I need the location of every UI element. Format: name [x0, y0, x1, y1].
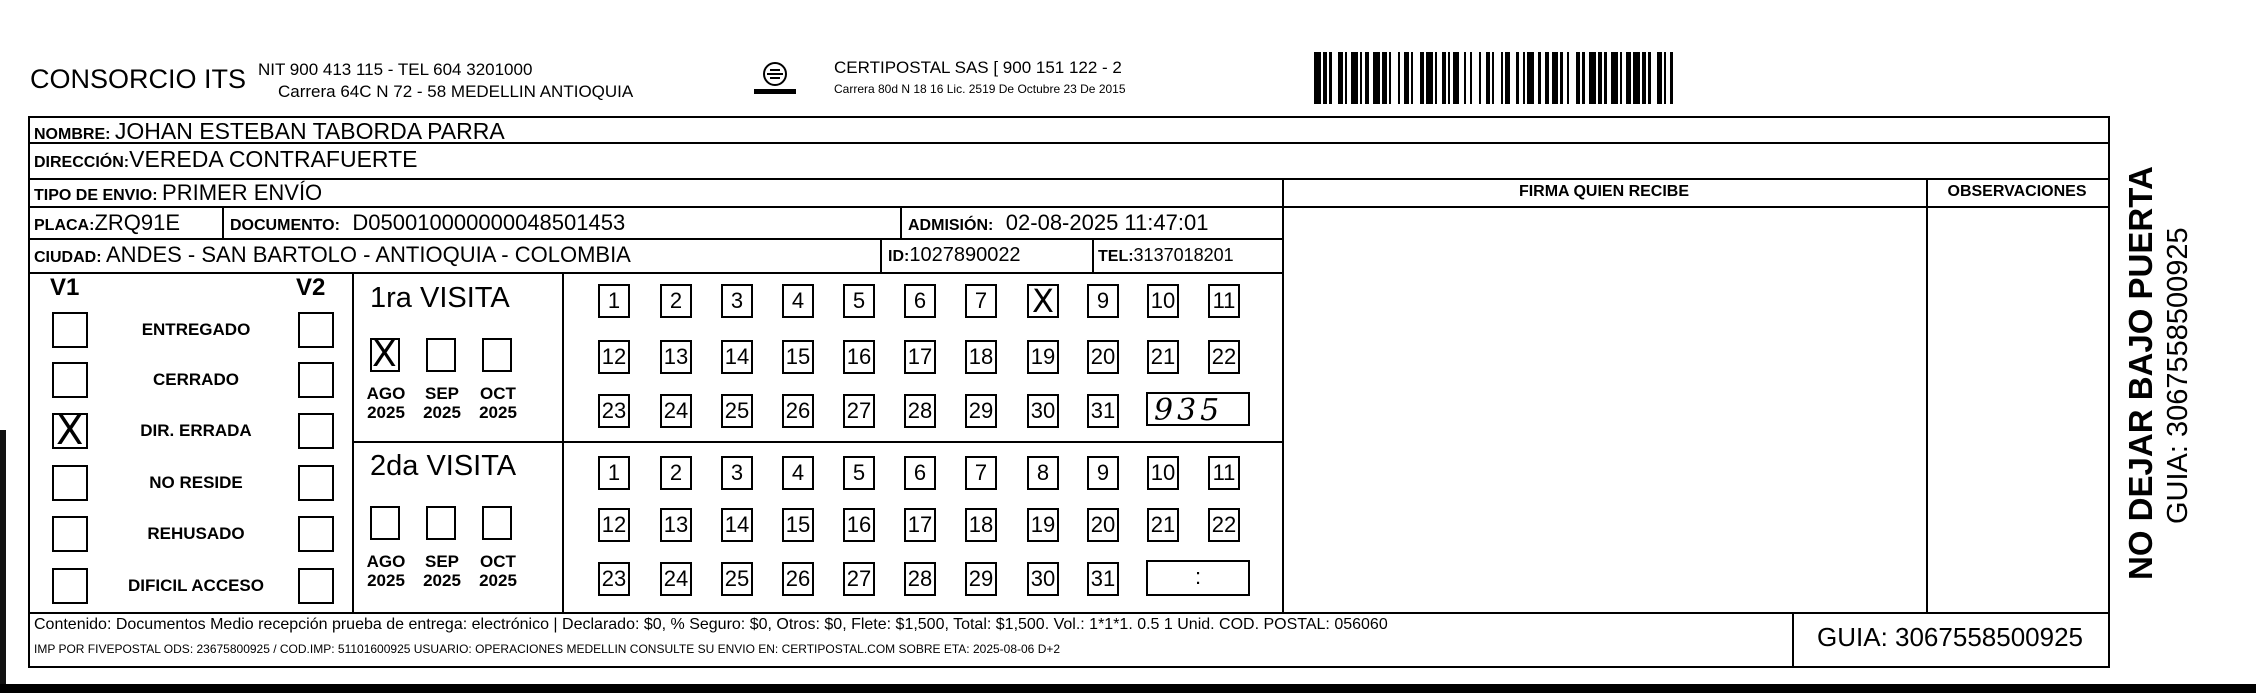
- first-visit-month-ago-checkbox[interactable]: [370, 334, 400, 375]
- v2-checkbox-1[interactable]: [298, 362, 334, 398]
- first-visit-day-3[interactable]: 3: [721, 284, 753, 318]
- second-visit-day-9[interactable]: 9: [1087, 456, 1119, 490]
- first-visit-day-6[interactable]: 6: [904, 284, 936, 318]
- checked-mark: X: [56, 408, 84, 454]
- first-visit-time-box[interactable]: [1146, 392, 1250, 426]
- direccion-label: DIRECCIÓN:: [34, 154, 130, 171]
- id-label: ID:: [888, 248, 910, 265]
- v2-checkbox-2[interactable]: [298, 413, 334, 449]
- v1-checkbox-1[interactable]: [52, 362, 88, 398]
- barcode-bar: [1670, 52, 1672, 104]
- second-visit-day-27[interactable]: 27: [843, 562, 875, 596]
- firma-label: FIRMA QUIEN RECIBE: [1518, 183, 1690, 200]
- tel-value: 3137018201: [1133, 245, 1234, 265]
- barcode-bar: [1398, 52, 1400, 104]
- first-visit-month-oct-checkbox[interactable]: [482, 338, 512, 372]
- footer-guia: GUIA: 3067558500925: [1817, 622, 2083, 652]
- barcode-bar: [1329, 52, 1331, 104]
- barcode-bar: [1523, 52, 1525, 104]
- second-visit-day-30[interactable]: 30: [1027, 562, 1059, 596]
- first-visit-day-15[interactable]: 15: [782, 340, 814, 374]
- barcode-bar: [1338, 52, 1342, 104]
- checked-mark: X: [372, 334, 397, 375]
- v1-checkbox-2[interactable]: [52, 408, 88, 454]
- admision-value: 02-08-2025 11:47:01: [1005, 210, 1209, 235]
- handwritten-time-text: 935: [1154, 394, 1224, 426]
- footer-imp: IMP POR FIVEPOSTAL ODS: 23675800925 / COD.IMP: 51101600925 USUARIO: OPERACIONES MEDELLIN CONSULTE SU ENVIO EN: CERTIPOSTAL.COM SOBRE ETA: 2025-08-06 D+2: [34, 642, 1061, 656]
- barcode-bar: [1545, 52, 1549, 104]
- second-visit-month-ago-checkbox[interactable]: [370, 506, 400, 540]
- second-visit-day-10[interactable]: 10: [1147, 456, 1179, 490]
- second-visit-time-box[interactable]: [1146, 560, 1250, 596]
- carrier-name: CERTIPOSTAL SAS [ 900 151 122 - 2: [834, 58, 1122, 77]
- tipo-label: TIPO DE ENVIO:: [34, 187, 158, 204]
- barcode-bar: [1426, 52, 1433, 104]
- barcode-bar: [1560, 52, 1562, 104]
- barcode-bar: [1604, 52, 1606, 104]
- first-visit-day-7[interactable]: 7: [965, 284, 997, 318]
- status-label: NO RESIDE: [149, 473, 243, 492]
- company-nit: NIT 900 413 115 - TEL 604 3201000: [258, 60, 533, 79]
- second-visit-day-7[interactable]: 7: [965, 456, 997, 490]
- tipo-row: [34, 180, 322, 206]
- second-visit-day-23[interactable]: 23: [598, 562, 630, 596]
- barcode-bar: [1598, 52, 1602, 104]
- first-visit-day-19[interactable]: 19: [1027, 340, 1059, 374]
- admision-label: ADMISIÓN:: [908, 217, 994, 234]
- second-visit-day-29[interactable]: 29: [965, 562, 997, 596]
- first-visit-day-22[interactable]: 22: [1208, 340, 1240, 374]
- v2-checkbox-0[interactable]: [298, 312, 334, 348]
- v2-checkbox-3[interactable]: [298, 465, 334, 501]
- second-visit-day-5[interactable]: 5: [843, 456, 875, 490]
- barcode-bar: [1505, 52, 1509, 104]
- barcode-bar: [1664, 52, 1666, 104]
- first-visit-day-23[interactable]: 23: [598, 394, 630, 428]
- second-visit-day-17[interactable]: 17: [904, 508, 936, 542]
- barcode-bar: [1411, 52, 1413, 104]
- v1-label: V1: [50, 274, 80, 301]
- first-visit-day-26[interactable]: 26: [782, 394, 814, 428]
- second-visit-month-sep-checkbox[interactable]: [426, 506, 456, 540]
- second-visit-day-19[interactable]: 19: [1027, 508, 1059, 542]
- barcode-bar: [1345, 52, 1347, 104]
- barcode-bar: [1464, 52, 1466, 104]
- barcode-bar: [1527, 52, 1534, 104]
- second-visit-day-25[interactable]: 25: [721, 562, 753, 596]
- first-visit-day-25[interactable]: 25: [721, 394, 753, 428]
- barcode-bar: [1620, 52, 1622, 104]
- barcode-bar: [1404, 52, 1408, 104]
- second-visit-title: 2da VISITA: [370, 450, 517, 482]
- v2-checkbox-5[interactable]: [298, 568, 334, 604]
- first-visit-day-8[interactable]: X: [1027, 284, 1059, 318]
- second-visit-day-16[interactable]: 16: [843, 508, 875, 542]
- documento-value: D050010000000048501453: [352, 210, 626, 235]
- barcode-bar: [1492, 52, 1494, 104]
- side-warning-text: NO DEJAR BAJO PUERTA: [2122, 166, 2159, 580]
- second-visit-day-31[interactable]: 31: [1087, 562, 1119, 596]
- barcode-bar: [1642, 52, 1646, 104]
- carrier-address: Carrera 80d N 18 16 Lic. 2519 De Octubre 23 De 2015: [834, 82, 1126, 96]
- second-visit-day-26[interactable]: 26: [782, 562, 814, 596]
- id-value: 1027890022: [909, 244, 1021, 266]
- tel-label: TEL:: [1098, 248, 1134, 265]
- first-visit-day-29[interactable]: 29: [965, 394, 997, 428]
- barcode-bar: [1351, 52, 1358, 104]
- first-visit-day-21[interactable]: 21: [1147, 340, 1179, 374]
- placa-label: PLACA:: [34, 217, 95, 234]
- documento-label: DOCUMENTO:: [230, 217, 340, 234]
- documento-row: [230, 210, 625, 236]
- second-visit-day-24[interactable]: 24: [660, 562, 692, 596]
- second-visit-day-1[interactable]: 1: [598, 456, 630, 490]
- first-visit-day-2[interactable]: 2: [660, 284, 692, 318]
- first-visit-day-28[interactable]: 28: [904, 394, 936, 428]
- v1-checkbox-3[interactable]: [52, 465, 88, 501]
- barcode-bar: [1582, 52, 1584, 104]
- second-visit-month-label: OCT 2025: [479, 552, 517, 590]
- id-row: [888, 244, 1021, 267]
- second-visit-day-13[interactable]: 13: [660, 508, 692, 542]
- barcode-bar: [1442, 52, 1446, 104]
- barcode: [1314, 52, 1950, 104]
- barcode-bar: [1567, 52, 1569, 104]
- ciudad-row: [34, 242, 631, 268]
- direccion-row: [34, 146, 418, 173]
- direccion-value: VEREDA CONTRAFUERTE: [129, 146, 418, 172]
- barcode-bar: [1314, 52, 1321, 104]
- first-visit-month-label: SEP 2025: [423, 384, 461, 422]
- v1-checkbox-5[interactable]: [52, 568, 88, 604]
- placa-value: ZRQ91E: [94, 210, 181, 235]
- first-visit-day-11[interactable]: 11: [1208, 284, 1240, 318]
- barcode-bar: [1365, 52, 1369, 104]
- second-visit-day-14[interactable]: 14: [721, 508, 753, 542]
- barcode-bar: [1470, 52, 1472, 104]
- observaciones-label: OBSERVACIONES: [1947, 183, 2087, 200]
- status-label: REHUSADO: [147, 524, 245, 543]
- first-visit-day-18[interactable]: 18: [965, 340, 997, 374]
- v2-checkbox-4[interactable]: [298, 516, 334, 552]
- side-guia: [2160, 164, 2200, 524]
- certipostal-logo: [752, 58, 798, 98]
- second-visit-day-15[interactable]: 15: [782, 508, 814, 542]
- v1-checkbox-0[interactable]: [52, 312, 88, 348]
- second-visit-month-oct-checkbox[interactable]: [482, 506, 512, 540]
- second-visit-day-3[interactable]: 3: [721, 456, 753, 490]
- nombre-value: JOHAN ESTEBAN TABORDA PARRA: [114, 118, 505, 144]
- barcode-bar: [1648, 52, 1650, 104]
- first-visit-day-10[interactable]: 10: [1147, 284, 1179, 318]
- second-visit-day-2[interactable]: 2: [660, 456, 692, 490]
- second-visit-month-label: AGO 2025: [366, 552, 406, 590]
- second-visit-day-8[interactable]: 8: [1027, 456, 1059, 490]
- second-visit-day-12[interactable]: 12: [598, 508, 630, 542]
- second-visit-day-18[interactable]: 18: [965, 508, 997, 542]
- status-label: CERRADO: [153, 370, 239, 389]
- company-address: Carrera 64C N 72 - 58 MEDELLIN ANTIOQUIA: [278, 82, 634, 101]
- second-visit-day-11[interactable]: 11: [1208, 456, 1240, 490]
- first-visit-day-12[interactable]: 12: [598, 340, 630, 374]
- first-visit-month-label: OCT 2025: [479, 384, 517, 422]
- first-visit-title: 1ra VISITA: [370, 282, 510, 314]
- first-visit-day-4[interactable]: 4: [782, 284, 814, 318]
- barcode-bar: [1538, 52, 1540, 104]
- barcode-bar: [1611, 52, 1618, 104]
- tel-row: [1098, 245, 1234, 266]
- first-visit-day-31[interactable]: 31: [1087, 394, 1119, 428]
- barcode-bar: [1657, 52, 1661, 104]
- admision-row: [908, 210, 1208, 236]
- barcode-bar: [1501, 52, 1503, 104]
- company-name: CONSORCIO ITS: [30, 64, 247, 94]
- barcode-bar: [1448, 52, 1450, 104]
- tipo-value: PRIMER ENVÍO: [162, 180, 323, 205]
- second-visit-day-28[interactable]: 28: [904, 562, 936, 596]
- barcode-bar: [1435, 52, 1437, 104]
- barcode-bar: [1420, 52, 1424, 104]
- first-visit-day-13[interactable]: 13: [660, 340, 692, 374]
- scan-left-edge: [0, 430, 6, 693]
- barcode-bar: [1382, 52, 1386, 104]
- first-visit-day-14[interactable]: 14: [721, 340, 753, 374]
- scan-bottom-edge: [0, 684, 2256, 693]
- first-visit-time-handwritten: [1148, 394, 1248, 426]
- barcode-bar: [1389, 52, 1391, 104]
- v1-checkbox-4[interactable]: [52, 516, 88, 552]
- first-visit-day-30[interactable]: 30: [1027, 394, 1059, 428]
- first-visit-day-1[interactable]: 1: [598, 284, 630, 318]
- barcode-bar: [1479, 52, 1481, 104]
- status-label: DIFICIL ACCESO: [127, 576, 264, 595]
- ciudad-value: ANDES - SAN BARTOLO - ANTIOQUIA - COLOMBIA: [106, 242, 631, 267]
- nombre-label: NOMBRE:: [34, 126, 111, 143]
- barcode-bar: [1576, 52, 1580, 104]
- barcode-bar: [1633, 52, 1640, 104]
- barcode-bar: [1453, 52, 1460, 104]
- footer-contenido: Contenido: Documentos Medio recepción prueba de entrega: electrónico | Declarado: $0, % Seguro: $0, Otros: $0, Flete: $1,500, Total: $1,500. Vol.: 1*1*1. 0.5 1 Unid. COD. POSTAL: 056060: [34, 616, 1388, 633]
- first-visit-month-sep-checkbox[interactable]: [426, 338, 456, 372]
- ciudad-label: CIUDAD:: [34, 249, 102, 266]
- second-visit-day-6[interactable]: 6: [904, 456, 936, 490]
- second-visit-day-20[interactable]: 20: [1087, 508, 1119, 542]
- second-visit-time-value: :: [1194, 564, 1202, 589]
- side-guia-text: GUIA: 3067558500925: [2162, 227, 2194, 524]
- second-visit-day-22[interactable]: 22: [1208, 508, 1240, 542]
- barcode-bar: [1486, 52, 1490, 104]
- v2-label: V2: [296, 274, 326, 301]
- barcode-bar: [1589, 52, 1596, 104]
- second-visit-day-4[interactable]: 4: [782, 456, 814, 490]
- barcode-bar: [1323, 52, 1327, 104]
- first-visit-day-17[interactable]: 17: [904, 340, 936, 374]
- first-visit-day-24[interactable]: 24: [660, 394, 692, 428]
- barcode-bar: [1552, 52, 1559, 104]
- first-visit-day-27[interactable]: 27: [843, 394, 875, 428]
- status-label: DIR. ERRADA: [140, 421, 252, 440]
- barcode-bar: [1360, 52, 1362, 104]
- first-visit-day-9[interactable]: 9: [1087, 284, 1119, 318]
- second-visit-month-label: SEP 2025: [423, 552, 461, 590]
- nombre-row: [34, 118, 505, 145]
- first-visit-day-20[interactable]: 20: [1087, 340, 1119, 374]
- barcode-bar: [1516, 52, 1518, 104]
- placa-row: [34, 210, 180, 236]
- status-label: ENTREGADO: [141, 320, 251, 339]
- first-visit-day-5[interactable]: 5: [843, 284, 875, 318]
- first-visit-day-16[interactable]: 16: [843, 340, 875, 374]
- barcode-bar: [1373, 52, 1380, 104]
- first-visit-month-label: AGO 2025: [366, 384, 406, 422]
- barcode-bar: [1626, 52, 1630, 104]
- second-visit-day-21[interactable]: 21: [1147, 508, 1179, 542]
